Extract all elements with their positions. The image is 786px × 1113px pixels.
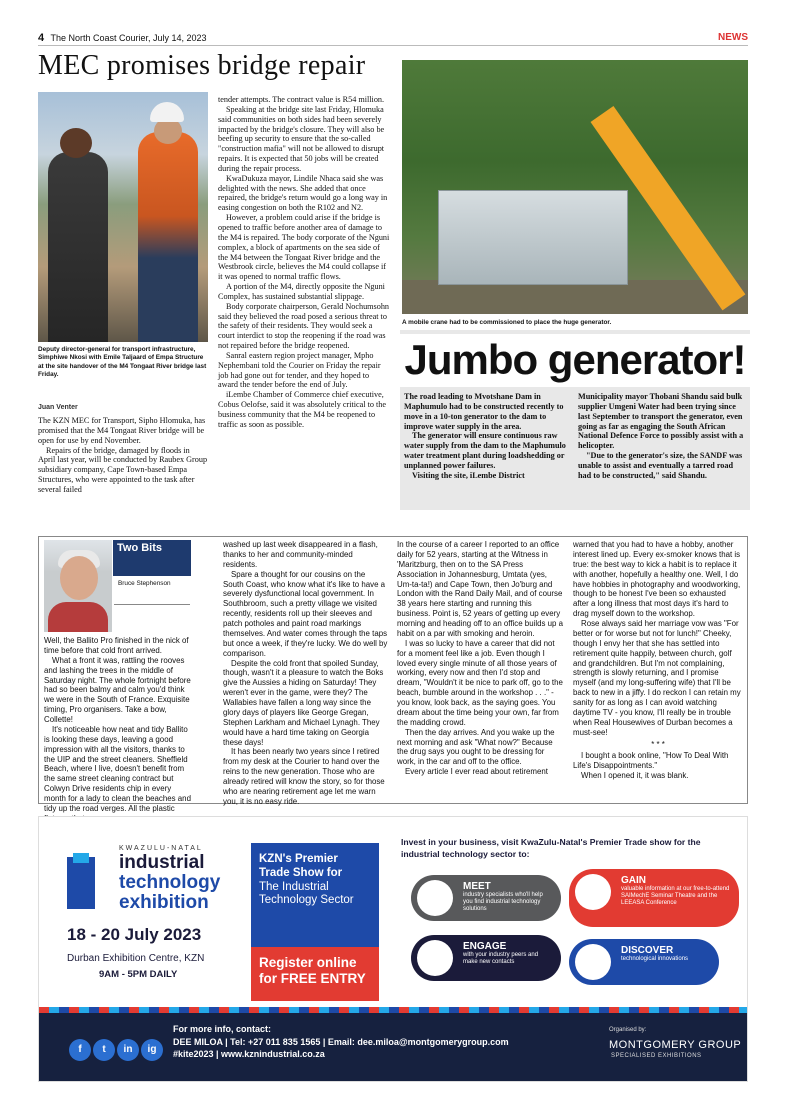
- contact-heading: For more info, contact:: [173, 1024, 272, 1034]
- section-break: * * *: [651, 739, 665, 749]
- generator-headline: Jumbo generator!: [400, 334, 750, 387]
- event-date: 18 - 20 July 2023: [67, 925, 202, 944]
- instagram-icon[interactable]: ig: [141, 1039, 163, 1061]
- promo-subheading: The Industrial Technology Sector: [259, 880, 354, 907]
- promo-heading: KZN's Premier Trade Show for: [259, 853, 343, 879]
- generator-column-right: [578, 392, 746, 481]
- section-label: NEWS: [718, 32, 748, 43]
- organiser-label: Organised by:: [609, 1027, 647, 1033]
- invite-text: Invest in your business, visit KwaZulu-Natal's Premier Trade show for the industrial technology sector to:: [401, 837, 701, 859]
- paragraph: Sanral eastern region project manager, Mpho Nephembani told the Courier on Friday the repair job had gone out for tender, and they hoped to award the tender before the end of July.: [218, 350, 381, 390]
- paragraph: I was so lucky to have a career that did not for a moment feel like a job. Even though I loved every single minute of all those years of working, every now and then I'd stop and dream, "Wouldn't it be nice to park off, go to the beach, bumble around in the workshop . . ." - you know, look back, as the saying goes. You dream about the time being your own, far from the madding crowd.: [397, 638, 563, 727]
- paragraph: A portion of the M4, directly opposite the Nguni Complex, has sustained substantial slippage.: [218, 282, 385, 301]
- generator-column-left: [404, 392, 574, 481]
- meet-pill: [411, 875, 561, 921]
- discover-pill: [569, 939, 719, 985]
- logo-word-3: exhibition: [119, 892, 209, 913]
- paragraph: However, a problem could arise if the bridge is opened to traffic before another area of damage to the M4 is repaired. The body corporate of the Nguni complex, a block of apartments on the sea side of the M4 between the Tongaat River bridge and the Westbrook circle, believes the M4 could collapse if it was opened to normal traffic flows.: [218, 213, 390, 282]
- byline: Juan Venter: [38, 404, 78, 411]
- contact-web[interactable]: #kite2023 | www.kznindustrial.co.za: [173, 1049, 325, 1060]
- column-title: Two Bits: [113, 540, 191, 576]
- facebook-icon[interactable]: f: [69, 1039, 91, 1061]
- photo-caption: A mobile crane had to be commissioned to place the huge generator.: [402, 319, 612, 326]
- pill-title: MEET: [463, 881, 491, 892]
- event-hours: 9AM - 5PM DAILY: [99, 969, 178, 980]
- column-author: Bruce Stephenson: [118, 580, 171, 587]
- paragraph: When I opened it, it was blank.: [581, 771, 689, 781]
- article-headline: MEC promises bridge repair: [38, 50, 366, 81]
- engage-pill: [411, 935, 561, 981]
- exhibition-logo-accent: [73, 853, 89, 863]
- contact-details[interactable]: DEE MILOA | Tel: +27 011 835 1565 | Email: dee.miloa@montgomerygroup.com: [173, 1036, 509, 1047]
- paragraph: The generator will ensure continuous raw water supply from the dam to the Maphumulo water treatment plant during loadshedding or unplanned power failures.: [404, 431, 566, 470]
- article-column-2: [218, 95, 390, 430]
- paragraph: It has been nearly two years since I retired from my desk at the Courier to hand over the reins to the new generation. Those who are already retired will know the story, so for those who are nearing retirement age let me warn you, it is no easy ride.: [223, 747, 385, 806]
- paragraph: Every article I ever read about retirement: [405, 767, 548, 777]
- paragraph: KwaDukuza mayor, Lindile Nhaca said she was delighted with the news. She added that once repaired, the bridge's return would go a long way in easing congestion on both the R102 and N2.: [218, 173, 388, 213]
- pill-title: ENGAGE: [463, 941, 507, 952]
- paragraph: iLembe Chamber of Commerce chief executive, Cobus Oelofse, said it was absolutely critical to the business community that the M4 be reopened to traffic as soon as possible.: [218, 390, 387, 429]
- photo-caption: Deputy director-general for transport infrastructure, Simphiwe Nkosi with Emile Taljaard of Empa Structure at the site handover of the M4 Tongaat River bridge last Friday.: [38, 346, 207, 378]
- article-column-1: [38, 416, 208, 495]
- publication-line: The North Coast Courier, July 14, 2023: [50, 33, 207, 43]
- organiser-sub: SPECIALISED EXHIBITIONS: [611, 1053, 702, 1059]
- paragraph: Speaking at the bridge site last Friday, Hlomuka said communities on both sides had been severely impacted by the bridge's closure. They will also be beefing up security to ensure that the so-called "construction mafia" will not be allowed to disrupt repairs. It is expected that 50 jobs will be created during the repair process.: [218, 104, 385, 173]
- pill-title: DISCOVER: [621, 945, 674, 956]
- pill-text: valuable information at our free-to-attend SAIMechE Seminar Theatre and the LEEASA Conference: [621, 886, 730, 907]
- paragraph: I bought a book online, "How To Deal With Life's Disappointments.": [573, 751, 729, 771]
- contact-info: [173, 1023, 509, 1061]
- target-icon: [417, 880, 453, 916]
- paragraph: Municipality mayor Thobani Shandu said bulk supplier Umgeni Water had been trying since last September to transport the generator, even going as far as engaging the South African National Defence Force to possibly assist with a helicopter.: [578, 392, 744, 451]
- column-text-4: [573, 540, 743, 781]
- page-number: 4: [38, 32, 45, 44]
- exhibition-logo-icon: [67, 857, 95, 909]
- columnist-photo: [44, 540, 112, 632]
- organiser-name: MONTGOMERY GROUP: [609, 1039, 742, 1051]
- paragraph: Then the day arrives. And you wake up the next morning and ask "What now?" Because the drug says you ought to be dressing for work, in the car and off to the office.: [397, 727, 555, 767]
- column-text-1: [44, 636, 192, 824]
- event-venue: Durban Exhibition Centre, KZN: [67, 953, 205, 964]
- paragraph: tender attempts. The contract value is R54 million.: [218, 95, 385, 104]
- pill-text: with your industry peers and make new contacts: [463, 952, 539, 966]
- eye-icon: [417, 940, 453, 976]
- paragraph: Spare a thought for our cousins on the South Coast, who know what it's like to have a severely dysfunctional local government. In Southbroom, such a pretty village we visited recently, residents roll up their sleeves and patch potholes and paint road markings themselves. And water comes through the taps but once a week, if they're lucky. We do well by comparison.: [223, 569, 388, 658]
- paragraph: Despite the cold front that spoiled Sunday, though, wasn't it a pleasure to watch the Boks give the Aussies a hiding on Saturday! They weren't ever in the game, were they? The Wallabies have fallen a long way since the glory days of players like George Gregan, Stephen Larkham and Michael Lynagh. They would have a hard time taking on Georgia these days!: [223, 658, 384, 747]
- logo-region: KWAZULU-NATAL: [119, 845, 203, 852]
- advert-footer: [39, 1013, 748, 1082]
- presentation-icon: [575, 874, 611, 910]
- register-link[interactable]: Register online for FREE ENTRY: [259, 955, 366, 987]
- logo-word-1: industrial: [119, 852, 205, 873]
- paragraph: The road leading to Mvotshane Dam in Maphumulo had to be constructed recently to move in a 10-ton generator to the dam to improve water supply in the area.: [404, 392, 564, 431]
- promo-panel: [251, 843, 379, 1001]
- paragraph: warned that you had to have a hobby, another interest lined up. Every ex-smoker knows that is true: the best way to kick a habit is to replace it with another, hopefully a healthy one. Well, I do have hobbies in photography and woodworking, though to be honest I've been so exhausted after a long illness that most days it's hard to drag myself down to the workshop.: [573, 540, 741, 619]
- page-header: [38, 32, 748, 46]
- paragraph: Well, the Ballito Pro finished in the nick of time before that cold front arrived.: [44, 636, 189, 655]
- paragraph: washed up last week disappeared in a flash, thanks to her and community-minded residents.: [223, 540, 378, 569]
- column-text-2: [223, 540, 388, 807]
- paragraph: Repairs of the bridge, damaged by floods in April last year, will be conducted by Raubex Group subsidiary company, Cape Town-based Empa Structures, who were appointed to the task after several failed: [38, 445, 208, 494]
- paragraph: It's noticeable how neat and tidy Ballito is looking these days, leaving a good impression with all the visitors, thanks to the UIP and the street cleaners. Sheffield Beach, where I live, doesn't benefit from the same street cleaning contract but Colwyn Drive residents chip in every month for a lady to clean the beaches and tidy up the road verges. All the plastic: [44, 724, 191, 813]
- paragraph: What a front it was, rattling the rooves and lashing the trees in the middle of Saturday night. The whole fortnight before had so been balmy and calm you'd think we were in the South of France. Exquisite timing, Pro organisers. Take a bow, Collette!: [44, 655, 191, 724]
- exhibition-advert[interactable]: [38, 816, 748, 1082]
- twitter-icon[interactable]: t: [93, 1039, 115, 1061]
- logo-word-2: technology: [119, 872, 221, 893]
- generator-crane-photo: [402, 60, 748, 314]
- linkedin-icon[interactable]: in: [117, 1039, 139, 1061]
- gain-pill: [569, 869, 739, 927]
- pill-text: technological innovations: [621, 956, 689, 962]
- paragraph: The KZN MEC for Transport, Sipho Hlomuka, has promised that the M4 Tongaat River bridge will be open for use by end November.: [38, 416, 206, 445]
- paragraph: Rose always said her marriage vow was "For better or for worse but not for lunch!" Cheeky, though I envy her that she has settled into retirement quite happily, between church, golf and grandchildren. But I'm not complaining, strength is slowly returning, and I promise myself (and my long-suffering wife) that I'll be back to new in a jiffy. I do reckon I can retain my sanity for as long as I can avoid watching daytime TV - you know, I'll really be in trouble when Real Housewives of Durban becomes a must-see!: [573, 619, 741, 737]
- divider: [114, 604, 190, 605]
- paragraph: Body corporate chairperson, Gerald Nochumsohn said they believed the road posed a serious threat to the safety of their residents. They would seek a court interdict to stop the reopening if the road was not repaired before the bridge reopened.: [218, 301, 390, 351]
- paragraph: In the course of a career I reported to an office daily for 52 years, starting at the Witness in 'Maritzburg, then on to the SA Press Association in Johannesburg, Umtata (yes, Um-ta-ta!) and Cape Town, then Jo'burg and London with the Rand Daily Mail, and of course 38 years here starting and running this business. Point is, 52 years of getting up every morning and heading off to an office builds up a habit on a par with smoking and heroin.: [397, 540, 563, 638]
- paragraph: Visiting the site, iLembe District: [412, 470, 525, 480]
- pill-text: industry specialists who'll help you find industrial technology solutions: [463, 892, 543, 913]
- puzzle-icon: [575, 944, 611, 980]
- bridge-handover-photo: [38, 92, 208, 342]
- paragraph: "Due to the generator's size, the SANDF was unable to assist and eventually a tarred road had to be constructed," said Shandu.: [578, 451, 743, 480]
- pill-title: GAIN: [621, 875, 646, 886]
- column-text-3: [397, 540, 564, 777]
